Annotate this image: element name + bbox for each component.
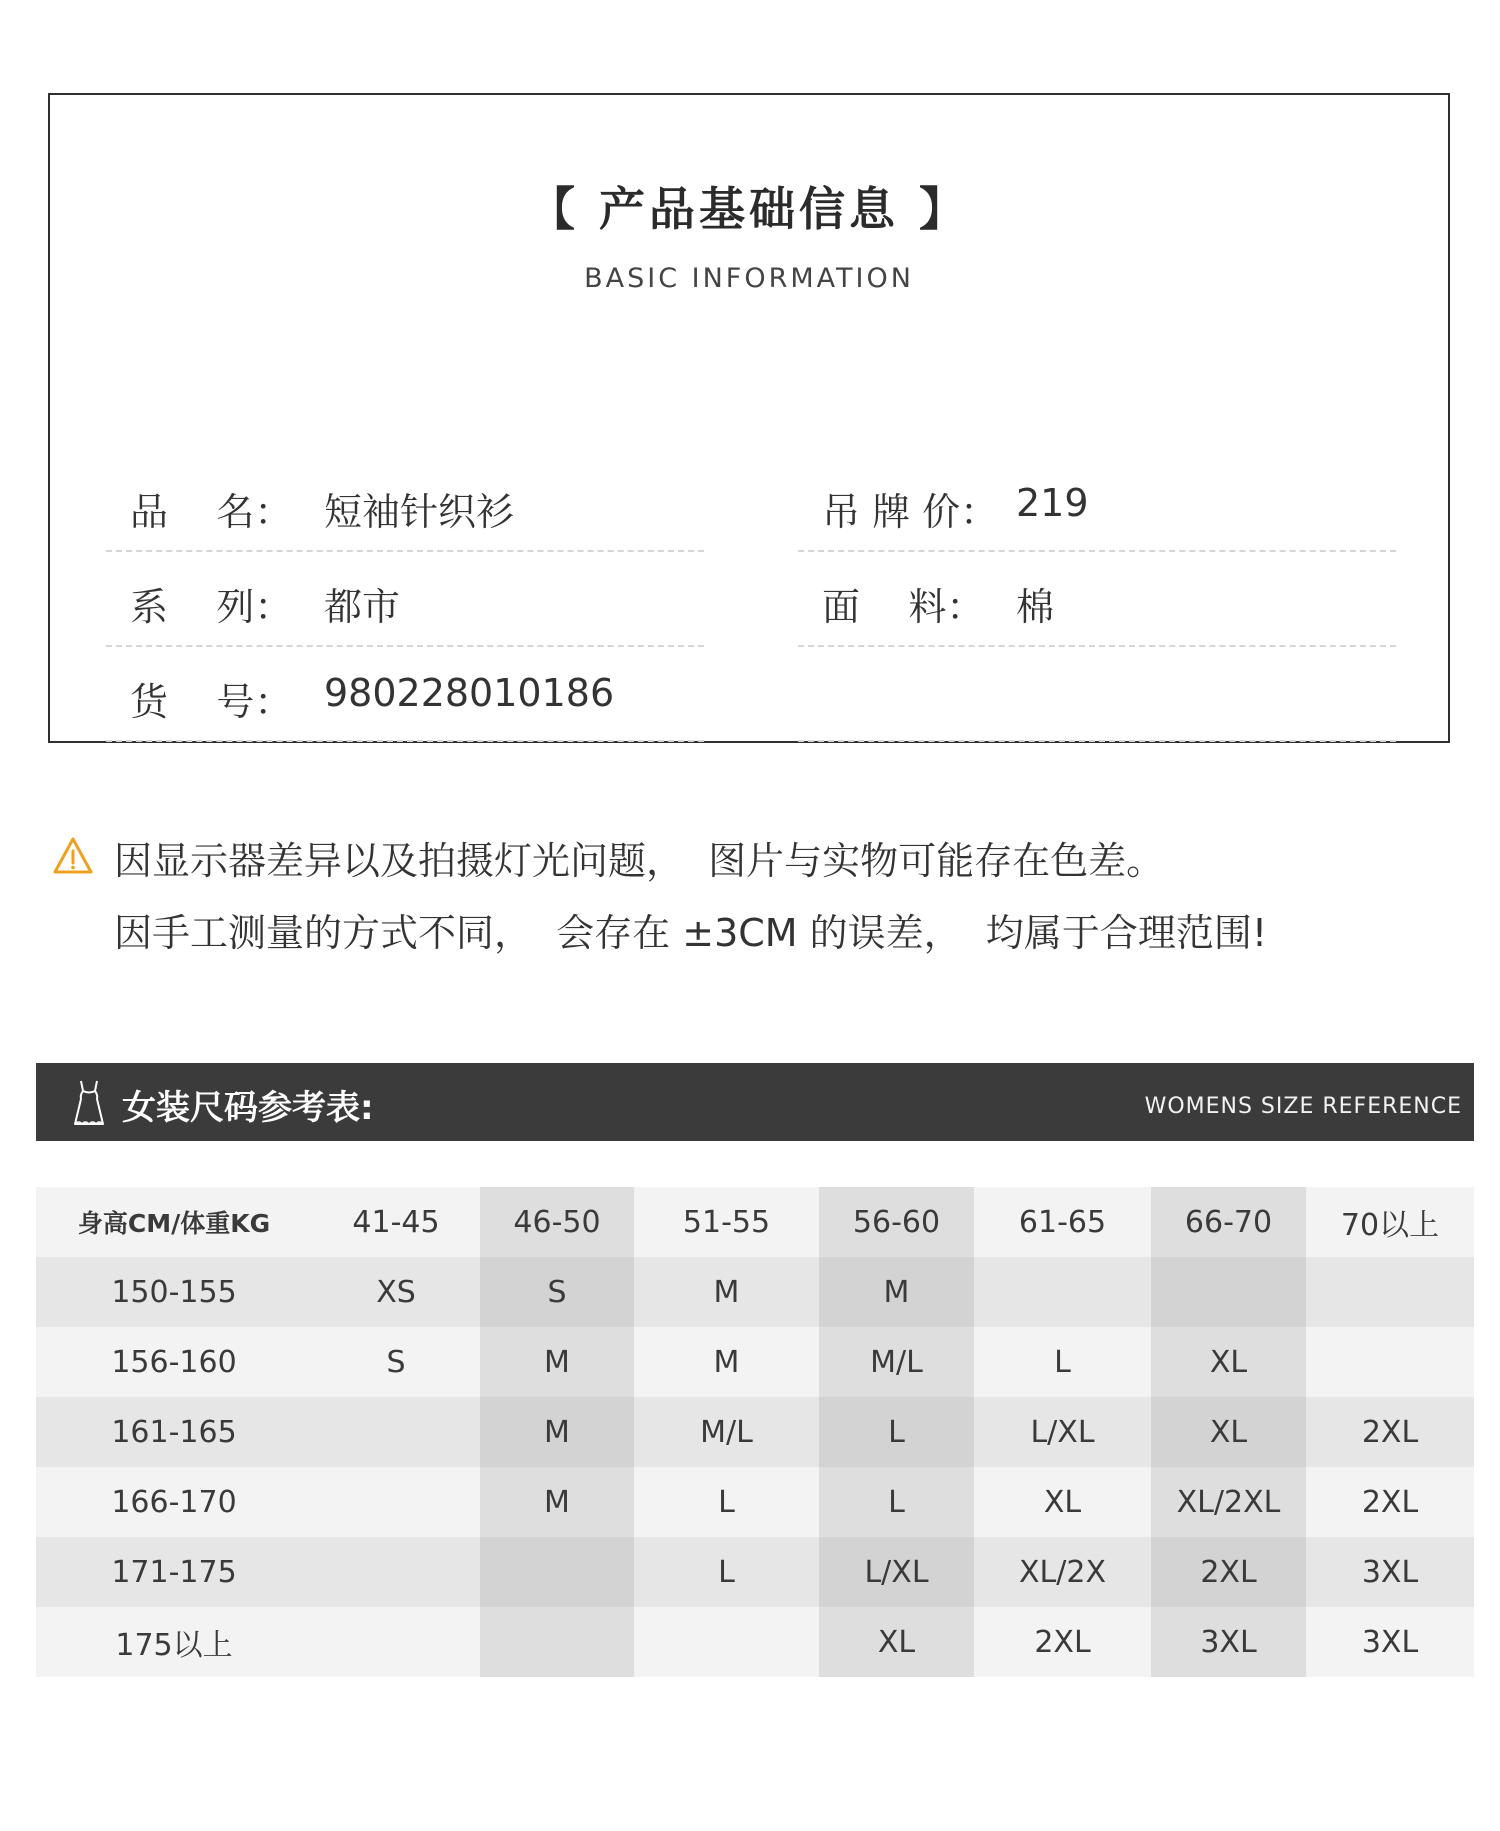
- header-cell: 61-65: [974, 1187, 1151, 1257]
- size-chart-header: [36, 1063, 1474, 1141]
- table-row: [36, 1257, 1474, 1327]
- info-field-tag-price: [798, 457, 1396, 552]
- basic-info-subtitle: BASIC INFORMATION: [584, 263, 914, 294]
- size-cell: L: [819, 1397, 974, 1467]
- size-cell: M/L: [819, 1327, 974, 1397]
- size-cell: [1151, 1257, 1306, 1327]
- size-cell: XL: [1151, 1327, 1306, 1397]
- size-cell: M: [480, 1397, 634, 1467]
- size-cell: [312, 1607, 480, 1677]
- field-label: 面 料：: [822, 585, 985, 629]
- size-cell: L/XL: [974, 1397, 1151, 1467]
- size-chart-subtitle: WOMENS SIZE REFERENCE: [1144, 1094, 1462, 1119]
- field-value: 都市: [324, 585, 401, 629]
- header-cell: 70以上: [1306, 1187, 1474, 1257]
- table-row: [36, 1397, 1474, 1467]
- info-field-fabric: [798, 552, 1396, 647]
- size-cell: L: [819, 1467, 974, 1537]
- size-reference-table: [36, 1187, 1474, 1677]
- table-header-row: [36, 1187, 1474, 1257]
- size-cell: [312, 1467, 480, 1537]
- header-cell: 41-45: [312, 1187, 480, 1257]
- warning-icon: [52, 836, 94, 876]
- size-cell: 2XL: [974, 1607, 1151, 1677]
- notice-line-2: 因手工测量的方式不同， 会存在 ±3CM 的误差， 均属于合理范围!: [114, 911, 1268, 955]
- size-cell: L: [634, 1467, 819, 1537]
- size-cell: M: [819, 1257, 974, 1327]
- size-cell: 2XL: [1306, 1467, 1474, 1537]
- field-value: 短袖针织衫: [324, 490, 515, 534]
- size-cell: 3XL: [1306, 1537, 1474, 1607]
- header-cell: 56-60: [819, 1187, 974, 1257]
- table-row: [36, 1537, 1474, 1607]
- table-row: [36, 1327, 1474, 1397]
- size-cell: L: [634, 1537, 819, 1607]
- field-value: 980228010186: [324, 671, 615, 715]
- header-cell: 身高CM/体重KG: [36, 1187, 312, 1257]
- height-cell: 156-160: [36, 1327, 312, 1397]
- field-label: 系 列：: [130, 585, 293, 629]
- size-cell: [634, 1607, 819, 1677]
- size-cell: XL/2XL: [1151, 1467, 1306, 1537]
- size-cell: [974, 1257, 1151, 1327]
- height-cell: 175以上: [36, 1607, 312, 1677]
- info-field-product-name: [106, 457, 704, 552]
- size-cell: XL/2X: [974, 1537, 1151, 1607]
- info-field-empty: [798, 647, 1396, 742]
- size-cell: M: [634, 1257, 819, 1327]
- field-label: 品 名：: [130, 490, 293, 534]
- field-label: 货 号：: [130, 680, 293, 724]
- size-cell: [1306, 1257, 1474, 1327]
- size-cell: 3XL: [1151, 1607, 1306, 1677]
- height-cell: 171-175: [36, 1537, 312, 1607]
- size-chart-title: 女装尺码参考表:: [122, 1088, 374, 1128]
- size-cell: [480, 1607, 634, 1677]
- header-cell: 51-55: [634, 1187, 819, 1257]
- header-cell: 46-50: [480, 1187, 634, 1257]
- size-cell: [1306, 1327, 1474, 1397]
- height-cell: 150-155: [36, 1257, 312, 1327]
- info-field-series: [106, 552, 704, 647]
- size-cell: M: [480, 1467, 634, 1537]
- size-cell: [480, 1537, 634, 1607]
- size-cell: L/XL: [819, 1537, 974, 1607]
- size-cell: 3XL: [1306, 1607, 1474, 1677]
- size-cell: L: [974, 1327, 1151, 1397]
- height-cell: 166-170: [36, 1467, 312, 1537]
- height-cell: 161-165: [36, 1397, 312, 1467]
- size-cell: S: [480, 1257, 634, 1327]
- size-cell: [312, 1397, 480, 1467]
- size-cell: S: [312, 1327, 480, 1397]
- size-cell: 2XL: [1306, 1397, 1474, 1467]
- info-field-item-number: [106, 647, 704, 742]
- size-cell: 2XL: [1151, 1537, 1306, 1607]
- table-row: [36, 1607, 1474, 1677]
- header-cell: 66-70: [1151, 1187, 1306, 1257]
- size-cell: M: [480, 1327, 634, 1397]
- size-cell: XL: [819, 1607, 974, 1677]
- table-row: [36, 1467, 1474, 1537]
- notice-line-1: 因显示器差异以及拍摄灯光问题， 图片与实物可能存在色差。: [114, 839, 1165, 883]
- field-value: 219: [1016, 481, 1089, 525]
- size-cell: M/L: [634, 1397, 819, 1467]
- basic-info-title: 【 产品基础信息 】: [528, 182, 970, 236]
- size-cell: M: [634, 1327, 819, 1397]
- size-cell: XS: [312, 1257, 480, 1327]
- size-cell: XL: [974, 1467, 1151, 1537]
- field-label: 吊 牌 价：: [822, 490, 999, 534]
- basic-info-card: [48, 93, 1450, 743]
- field-value: 棉: [1016, 585, 1055, 629]
- dress-icon: [72, 1079, 106, 1127]
- size-cell: [312, 1537, 480, 1607]
- size-cell: XL: [1151, 1397, 1306, 1467]
